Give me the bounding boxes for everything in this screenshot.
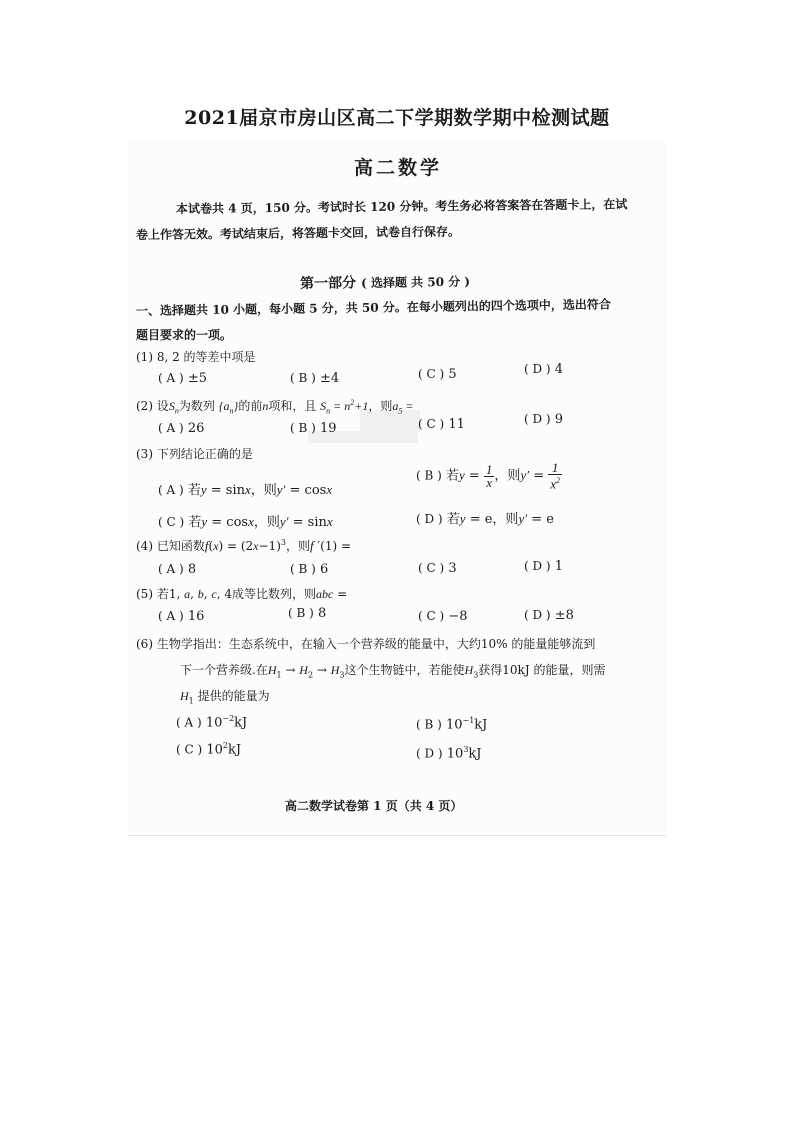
question-5-option-b: ( B ) 8 [288,606,327,621]
part1-intro-line-2: 题目要求的一项。 [136,328,233,342]
document-title: 2021届京市房山区高二下学期数学期中检测试题 [184,107,610,129]
question-1-option-b: ( B ) ±4 [290,371,340,386]
question-3-stem: (3) 下列结论正确的是 [136,447,253,461]
question-1-option-a: ( A ) ±5 [158,371,207,386]
exam-subject: 高二数学 [354,157,443,179]
part1-heading-note: ( 选择题 共 50 分 ) [361,274,471,291]
question-2-option-b: ( B ) 19 [290,421,337,436]
question-4-stem: (4) 已知函数$f(x) = (2x-1)^3$，则f ′(1) = [136,538,352,553]
instructions-line-1: 本试卷共 4 页，150 分。考试时长 120 分钟。考生务必将答案答在答题卡上，在试 [175,197,628,216]
question-2-stem: (2) 设$S_n$为数列 $\{a_n\}$的前n项和，且 $S_n = n^2+1$，则$a_5$ = [136,398,414,416]
question-6-option-a: ( A ) $10^{-2}kJ$ [176,714,248,731]
page-footer: 高二数学试卷第 1 页（共 4 页） [285,799,463,813]
question-6-stem-line-1: (6) 生物学指出：生态系统中，在输入一个营养级的能量中，大约10% 的能量能够流到 [136,637,596,651]
question-6-option-d: ( D ) $10^3kJ$ [416,745,482,762]
question-3-option-c: ( C ) 若y = cosx，则y′ = sinx [158,514,333,530]
question-3-option-a: ( A ) 若y = sinx，则y′ = cosx [158,482,333,498]
question-3-option-d: ( D ) 若y = e，则y′ = e [416,511,554,527]
part1-intro-line-1: 一、选择题共 10 小题，每小题 5 分，共 50 分。在每小题列出的四个选项中，选出符合 [135,297,611,318]
question-5-option-c: ( C ) −8 [418,609,468,624]
question-3-option-b: ( B ) 若y = $\frac{1}{x}$ ，则y′ = $\frac{1}{x^2}$ [416,460,561,492]
question-4-option-d: ( D ) 1 [524,559,564,574]
question-6-stem-line-3: $H_1$ 提供的能量为 [180,689,270,706]
question-2-option-a: ( A ) 26 [158,421,205,436]
question-4-option-b: ( B ) 6 [290,562,329,577]
scanned-exam-page [128,140,666,836]
question-2-option-d: ( D ) 9 [524,412,564,427]
question-5-option-a: ( A ) 16 [158,609,205,624]
part1-heading-row [300,271,470,293]
question-5-option-d: ( D ) ±8 [524,608,574,623]
question-6-option-c: ( C ) $10^2kJ$ [176,741,242,758]
question-6-stem-line-2: 下一个营养级.在$H_1 \to H_2 \to H_3$这个生物链中，若能使$H_3$获得10kJ 的能量，则需 [180,663,606,680]
question-5-stem: (5) 若1, a, b, c, 4成等比数列，则abc = [136,587,348,601]
question-2-option-c: ( C ) 11 [418,417,465,432]
question-4-option-a: ( A ) 8 [158,562,197,577]
question-6-option-b: ( B ) $10^{-1}kJ$ [416,716,488,733]
instructions-line-2: 卷上作答无效。考试结束后，将答题卡交回，试卷自行保存。 [135,224,461,242]
part1-heading: 第一部分 [299,275,357,292]
question-1-stem: (1) 8, 2 的等差中项是 [136,350,256,364]
question-4-option-c: ( C ) 3 [418,561,457,576]
question-1-option-d: ( D ) 4 [524,362,564,377]
question-1-option-c: ( C ) 5 [418,367,457,382]
